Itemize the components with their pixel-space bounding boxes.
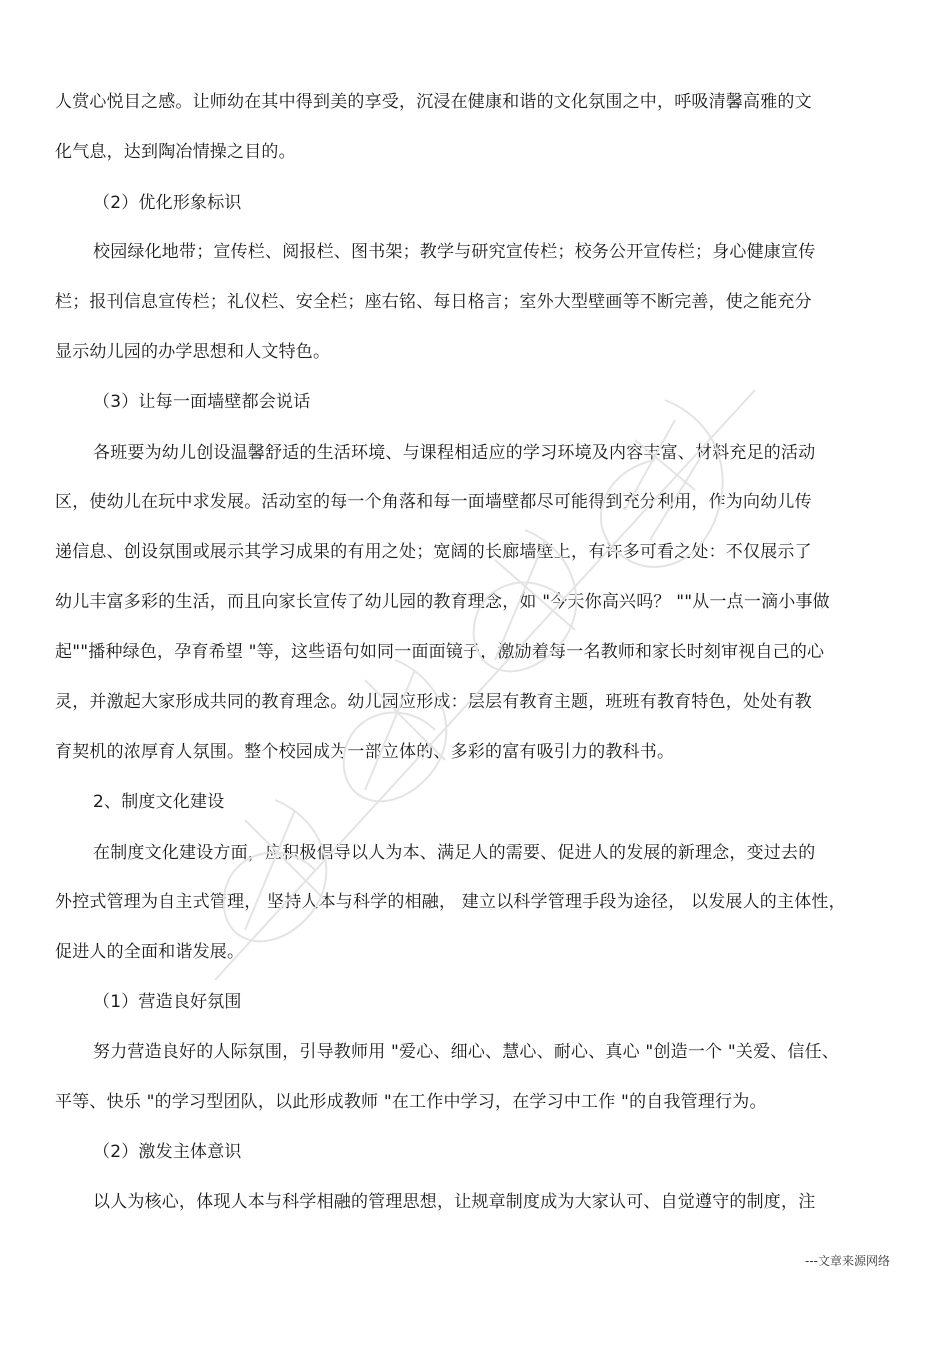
text-line: 各班要为幼儿创设温馨舒适的生活环境、与课程相适应的学习环境及内容丰富、材料充足的活动 <box>93 443 816 463</box>
text-line: 幼儿丰富多彩的生活，而且向家长宣传了幼儿园的教育理念，如 "今天你高兴吗？ ""从一点一滴小事做 <box>55 592 830 612</box>
text-line: 起""播种绿色，孕育希望 "等，这些语句如同一面面镜子，激励着每一名教师和家长时刻审视自己的心 <box>55 642 825 662</box>
text-line: 在制度文化建设方面，应积极倡导以人为本、满足人的需要、促进人的发展的新理念，变过去的 <box>93 843 816 863</box>
text-line: 外控式管理为自主式管理， 坚持人本与科学的相融， 建立以科学管理手段为途径， 以发展人的主体性， <box>55 892 846 912</box>
text-line: 栏；报刊信息宣传栏；礼仪栏、安全栏；座右铭、每日格言；室外大型壁画等不断完善，使之能充分 <box>55 292 812 312</box>
text-line: 校园绿化地带；宣传栏、阅报栏、图书架；教学与研究宣传栏；校务公开宣传栏；身心健康宣传 <box>93 242 816 262</box>
text-line: 以人为核心，体现人本与科学相融的管理思想，让规章制度成为大家认可、自觉遵守的制度，注 <box>93 1192 816 1212</box>
text-line: 平等、快乐 "的学习型团队，以此形成教师 "在工作中学习，在学习中工作 "的自我管理行为。 <box>55 1092 767 1112</box>
text-line: 化气息，达到陶冶情操之目的。 <box>55 142 296 162</box>
text-line: 区，使幼儿在玩中求发展。活动室的每一个角落和每一面墙壁都尽可能得到充分利用，作为向幼儿传 <box>55 492 812 512</box>
text-line: 显示幼儿园的办学思想和人文特色。 <box>55 342 331 362</box>
text-line: 育契机的浓厚育人氛围。整个校园成为一部立体的、多彩的富有吸引力的教科书。 <box>55 742 675 762</box>
text-line: （2）优化形象标识 <box>93 193 242 213</box>
text-line: 递信息、创设氛围或展示其学习成果的有用之处；宽阔的长廊墙壁上，有许多可看之处：不仅展示了 <box>55 542 812 562</box>
text-line: 促进人的全面和谐发展。 <box>55 942 245 962</box>
text-line: （3）让每一面墙壁都会说话 <box>93 392 311 412</box>
text-line: （2）激发主体意识 <box>93 1142 242 1162</box>
text-line: 人赏心悦目之感。让师幼在其中得到美的享受，沉浸在健康和谐的文化氛围之中，呼吸清馨高雅的文 <box>55 92 812 112</box>
text-line: （1）营造良好氛围 <box>93 992 242 1012</box>
text-line: 2、制度文化建设 <box>93 792 225 812</box>
text-line: 灵，并激起大家形成共同的教育理念。幼儿园应形成：层层有教育主题，班班有教育特色，处处有教 <box>55 692 812 712</box>
text-line: 努力营造良好的人际氛围，引导教师用 "爱心、细心、慧心、耐心、真心 "创造一个 "关爱、信任、 <box>93 1042 840 1062</box>
source-footer: ---文章来源网络 <box>805 1254 890 1268</box>
